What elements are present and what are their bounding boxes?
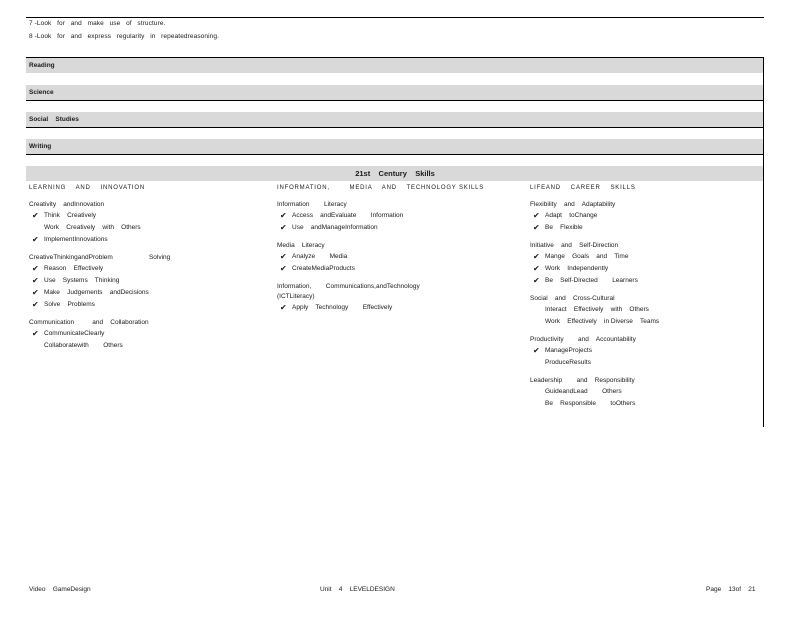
skill-item: ✔ ManageProjects (533, 346, 592, 355)
math-practice-8: 8 -Look for and express regularity in repeatedreasoning. (29, 33, 219, 40)
column-heading: LIFEAND CAREER SKILLS (530, 185, 636, 191)
skill-item: Work Effectively in Diverse Teams (545, 318, 660, 325)
skill-group (530, 376, 659, 410)
skill-item: ✔ Work Independently (533, 264, 609, 273)
check-icon: ✔ (32, 329, 39, 338)
footer-page-number: Page 13of 21 (706, 586, 756, 593)
group-title: Initiative and Self-Direction (530, 242, 619, 249)
check-icon: ✔ (32, 288, 39, 297)
skill-item: ✔ Access andEvaluate Information (280, 211, 404, 220)
divider (26, 154, 764, 155)
skill-group (277, 282, 484, 314)
skills-column-information (277, 185, 484, 321)
check-icon: ✔ (280, 264, 287, 273)
skill-item: ✔ Solve Problems (32, 300, 95, 309)
skill-item: ✔ Be Self-Directed Learners (533, 276, 638, 285)
skill-item: GuideandLead Others (545, 388, 622, 395)
check-icon: ✔ (280, 303, 287, 312)
footer-course: Video GameDesign (29, 586, 91, 593)
group-title: Media Literacy (277, 242, 325, 249)
skill-item: ✔ Use andManageInformation (280, 223, 378, 232)
band-reading: Reading (26, 58, 764, 73)
math-practice-7: 7 -Look for and make use of structure. (29, 20, 166, 27)
top-rule (26, 17, 764, 18)
skill-item: ✔ CommunicateClearly (32, 329, 105, 338)
band-social-studies: Social Studies (26, 112, 764, 127)
skill-item: Collaboratewith Others (44, 342, 123, 349)
frame-right-border (763, 57, 764, 427)
group-title: Leadership and Responsibility (530, 377, 635, 384)
check-icon: ✔ (32, 276, 39, 285)
group-title: Communication and Collaboration (29, 319, 149, 326)
skill-item: ✔ Use Systems Thinking (32, 276, 120, 285)
skill-item: Interact Effectively with Others (545, 306, 649, 313)
column-heading: LEARNING AND INNOVATION (29, 185, 145, 191)
divider (26, 127, 764, 128)
check-icon: ✔ (280, 223, 287, 232)
skill-item: ProduceResults (545, 359, 591, 366)
check-icon: ✔ (533, 264, 540, 273)
band-writing: Writing (26, 139, 764, 154)
skill-item: ✔ Make Judgements andDecisions (32, 288, 149, 297)
column-heading: INFORMATION, MEDIA AND TECHNOLOGY SKILLS (277, 185, 485, 191)
skill-item: ✔ Analyze Media (280, 252, 348, 261)
band-science: Science (26, 85, 764, 100)
skill-item: ✔ Think Creatively (32, 211, 97, 220)
check-icon: ✔ (32, 264, 39, 273)
footer-unit: Unit 4 LEVELDESIGN (320, 586, 395, 593)
check-icon: ✔ (32, 211, 39, 220)
check-icon: ✔ (32, 300, 39, 309)
group-title: Social and Cross-Cultural (530, 295, 615, 302)
skill-item: Work Creatively with Others (44, 224, 141, 231)
skill-group (29, 200, 170, 246)
skills-column-life-career (530, 185, 659, 417)
skill-group (277, 200, 484, 234)
skill-group (530, 200, 659, 234)
skill-group (29, 318, 170, 352)
skill-item: ✔ Be Flexible (533, 223, 583, 232)
skill-group (29, 253, 170, 311)
group-title: Creativity andInnovation (29, 201, 105, 208)
skill-group (277, 241, 484, 275)
skill-item: Be Responsible toOthers (545, 400, 636, 407)
skill-group (530, 335, 659, 369)
skill-item: ✔ CreateMediaProducts (280, 264, 355, 273)
group-title-cont: (ICTLiteracy) (277, 293, 315, 300)
group-title: Flexibility and Adaptability (530, 201, 616, 208)
skill-group (530, 294, 659, 328)
skill-group (530, 241, 659, 287)
skill-item: ✔ Reason Effectively (32, 264, 104, 273)
skills-column-learning (29, 185, 170, 359)
skill-item: ✔ ImplementInnovations (32, 235, 108, 244)
check-icon: ✔ (32, 235, 39, 244)
check-icon: ✔ (280, 252, 287, 261)
skill-item: ✔ Adapt toChange (533, 211, 598, 220)
skill-item: ✔ Apply Technology Effectively (280, 303, 393, 312)
skill-item: ✔ Mange Goals and Time (533, 252, 629, 261)
check-icon: ✔ (533, 223, 540, 232)
divider (26, 100, 764, 101)
check-icon: ✔ (533, 346, 540, 355)
group-title: Information, Communications,andTechnology (277, 283, 420, 290)
group-title: CreativeThinkingandProblem Solving (29, 254, 171, 261)
group-title: Information Literacy (277, 201, 347, 208)
check-icon: ✔ (533, 252, 540, 261)
skills-title: 21st Century Skills (26, 166, 764, 181)
group-title: Productivity and Accountability (530, 336, 636, 343)
check-icon: ✔ (533, 276, 540, 285)
check-icon: ✔ (280, 211, 287, 220)
check-icon: ✔ (533, 211, 540, 220)
